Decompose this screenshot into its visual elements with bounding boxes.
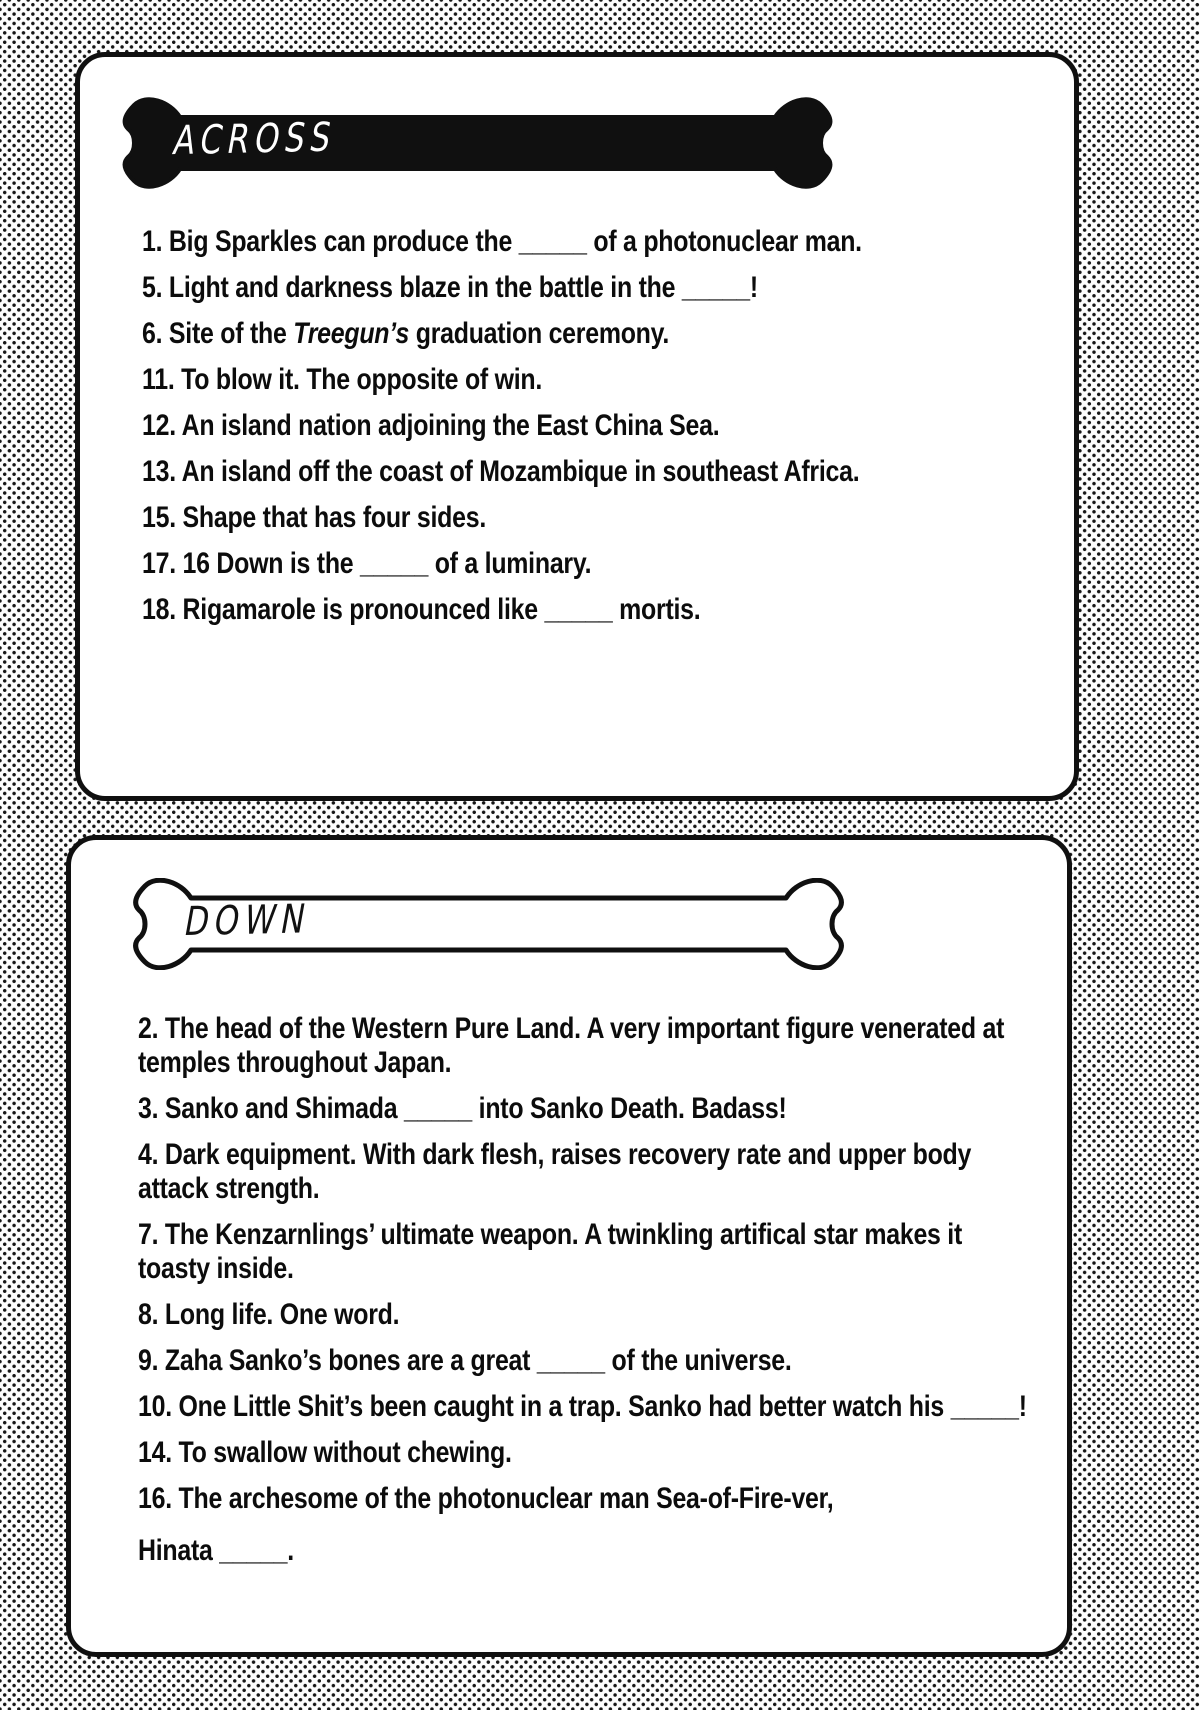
clue-text: 4. Dark equipment. With dark flesh, raises recovery rate and upper body attack strength.	[138, 1138, 972, 1205]
clue-item	[138, 1092, 1039, 1126]
clue-text: 17. 16 Down is the _____ of a luminary.	[142, 547, 592, 580]
across-clue-list	[142, 225, 1043, 639]
clue-item	[138, 1012, 1039, 1080]
clue-item	[138, 1390, 1039, 1424]
clue-text: Hinata _____.	[138, 1534, 294, 1567]
clue-text: 10. One Little Shit’s been caught in a trap. Sanko had better watch his _____!	[138, 1390, 1027, 1423]
clue-text: 15. Shape that has four sides.	[142, 501, 487, 534]
clue-text: 14. To swallow without chewing.	[138, 1436, 512, 1469]
clue-item	[142, 271, 1043, 305]
clue-text: 9. Zaha Sanko’s bones are a great _____ of the universe.	[138, 1344, 792, 1377]
clue-item	[138, 1218, 1039, 1286]
clue-text: 6. Site of the	[142, 317, 294, 350]
clue-item	[142, 409, 1043, 443]
clue-item	[138, 1298, 1039, 1332]
clue-item	[142, 225, 1043, 259]
clue-text: 2. The head of the Western Pure Land. A very important figure venerated at temples throughout Japan.	[138, 1012, 1005, 1079]
clue-text: 13. An island off the coast of Mozambique in southeast Africa.	[142, 455, 860, 488]
clue-text: 5. Light and darkness blaze in the battle in the _____!	[142, 271, 758, 304]
across-bone-banner	[120, 97, 835, 189]
down-panel	[66, 835, 1072, 1657]
clue-text: Treegun’s	[293, 317, 410, 350]
clue-item	[142, 501, 1043, 535]
clue-item	[138, 1534, 1039, 1568]
clue-text: 1. Big Sparkles can produce the _____ of a photonuclear man.	[142, 225, 862, 258]
across-panel	[75, 52, 1079, 801]
clue-item	[142, 317, 1043, 351]
clue-text: 16. The archesome of the photonuclear man Sea-of-Fire-ver,	[138, 1482, 834, 1515]
clue-text: 18. Rigamarole is pronounced like _____ mortis.	[142, 593, 701, 626]
down-bone-banner	[131, 878, 846, 970]
clue-item	[138, 1138, 1039, 1206]
clue-item	[142, 363, 1043, 397]
clue-item	[142, 455, 1043, 489]
clue-text: 3. Sanko and Shimada _____ into Sanko Death. Badass!	[138, 1092, 787, 1125]
clue-text: 12. An island nation adjoining the East China Sea.	[142, 409, 720, 442]
clue-text: graduation ceremony.	[409, 317, 670, 350]
clue-item	[138, 1482, 1039, 1516]
down-title: DOWN	[180, 896, 315, 946]
clue-item	[138, 1344, 1039, 1378]
clue-text: 8. Long life. One word.	[138, 1298, 400, 1331]
clue-text: 7. The Kenzarnlings’ ultimate weapon. A twinkling artifical star makes it toasty inside.	[138, 1218, 963, 1285]
clue-item	[138, 1436, 1039, 1470]
clue-item	[142, 593, 1043, 627]
across-title: ACROSS	[169, 114, 341, 165]
clue-item	[142, 547, 1043, 581]
down-clue-list	[138, 1012, 1039, 1580]
clue-text: 11. To blow it. The opposite of win.	[142, 363, 543, 396]
